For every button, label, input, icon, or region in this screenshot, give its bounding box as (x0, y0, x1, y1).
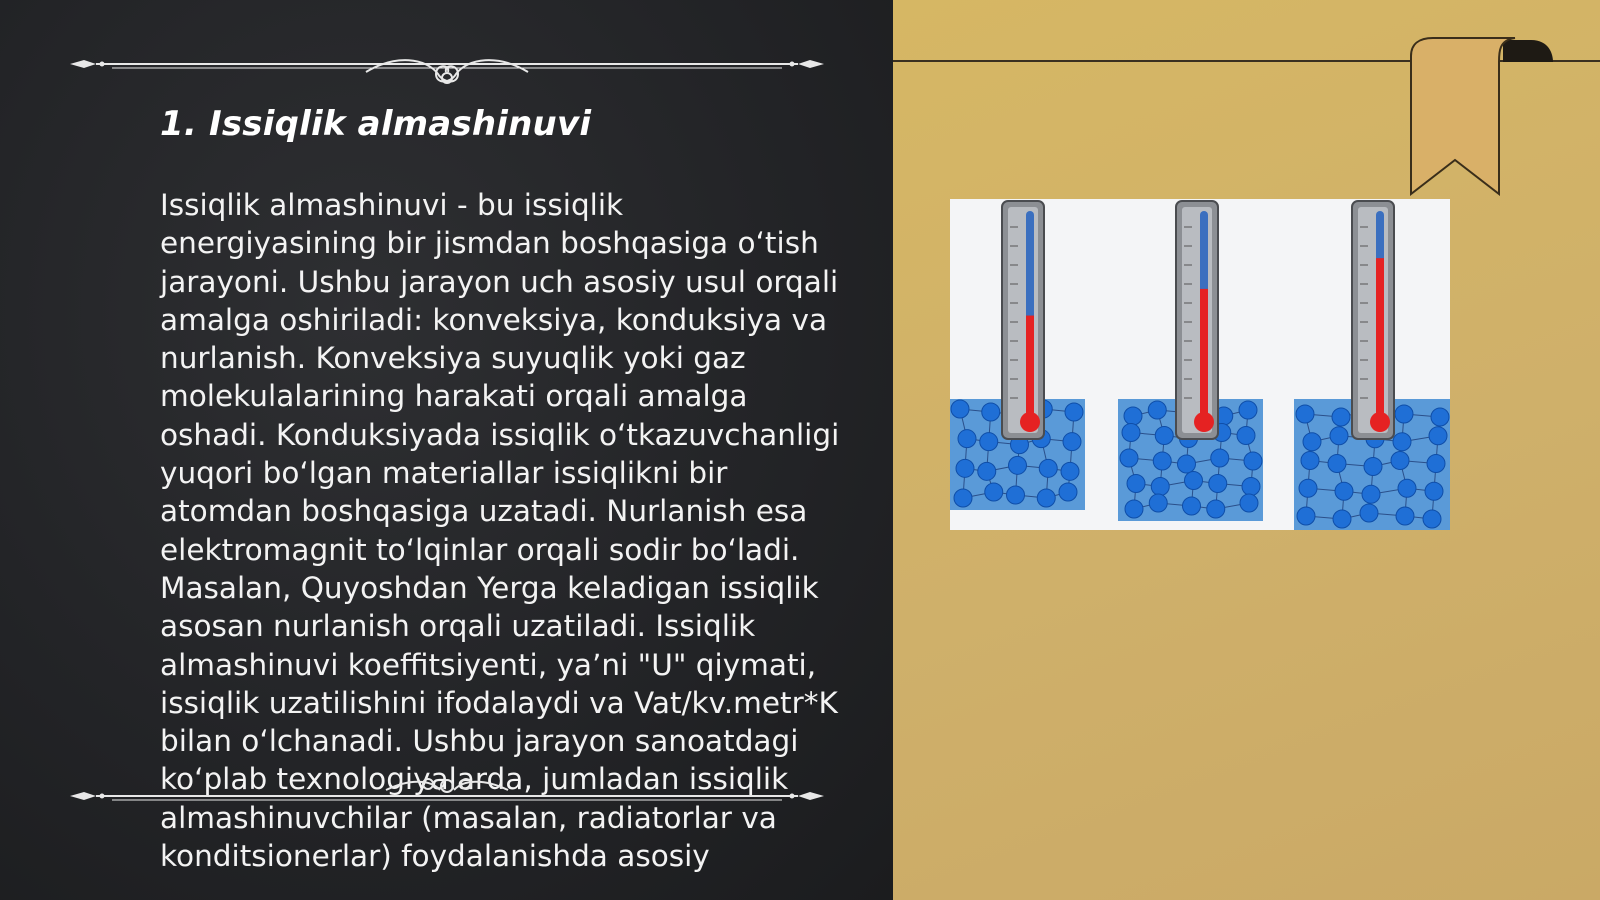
molecule-dot (1244, 452, 1262, 470)
molecule-dot (1007, 486, 1025, 504)
top-ornamental-divider (66, 44, 828, 84)
molecule-dot (1063, 433, 1081, 451)
molecule-dot (1178, 455, 1196, 473)
image-panel (893, 0, 1600, 900)
molecule-dot (1423, 510, 1441, 528)
thermometer-bulb (1020, 412, 1040, 432)
molecule-dot (1240, 494, 1258, 512)
slide-body-text: Issiqlik almashinuvi - bu issiqlik energiyasining bir jismdan boshqasiga o‘tish jarayoni. Ushbu jarayon uch asosiy usul orqali amalga oshiriladi: konveksiya, konduksiya va nurlanish. Konveksiya suyuqlik yoki gaz molekulalarining harakati orqali amalga oshadi. Konduksiyada issiqlik o‘tkazuvchanligi yuqori bo‘lgan materiallar issiqlikni bir atomdan boshqasiga uzatadi. Nurlanish esa elektromagnit to‘lqinlar orqali sodir bo‘ladi. Masalan, Quyoshdan Yerga keladigan issiqlik asosan nurlanish orqali uzatiladi. Issiqlik almashinuvi koeffitsiyenti, ya’ni "U" qiymati, issiqlik uzatilishini ifodalaydi va Vat/kv.metr*K bilan o‘lchanadi. Ushbu jarayon sanoatdagi ko‘plab texnologiyalarda, jumladan issiqlik almashinuvchilar (masalan, radiatorlar va konditsionerlar) foydalanishda asosiy (160, 188, 840, 874)
molecule-dot (1183, 497, 1201, 515)
molecule-dot (1330, 427, 1348, 445)
molecule-dot (1153, 452, 1171, 470)
molecule-dot (1148, 401, 1166, 419)
molecule-dot (954, 489, 972, 507)
bookmark-ribbon-icon (1403, 36, 1563, 196)
molecule-dot (1039, 459, 1057, 477)
mercury-column (1026, 316, 1034, 416)
molecule-dot (985, 483, 1003, 501)
molecule-dot (1427, 455, 1445, 473)
molecule-dot (1242, 478, 1260, 496)
molecule-dot (1362, 485, 1380, 503)
molecule-dot (1425, 482, 1443, 500)
molecule-dot (1303, 433, 1321, 451)
molecule-dot (1124, 407, 1142, 425)
molecule-dot (958, 430, 976, 448)
molecule-dot (1209, 475, 1227, 493)
molecule-dot (1127, 475, 1145, 493)
molecule-dot (1125, 500, 1143, 518)
mercury-column (1200, 289, 1208, 416)
molecule-dot (1431, 408, 1449, 426)
molecule-dot (1120, 449, 1138, 467)
molecule-dot (1207, 500, 1225, 518)
molecule-dot (1122, 424, 1140, 442)
molecule-dot (1211, 449, 1229, 467)
molecule-dot (1398, 479, 1416, 497)
molecule-dot (1296, 405, 1314, 423)
thermometers-illustration (950, 199, 1450, 530)
molecule-dot (1393, 433, 1411, 451)
molecule-dot (1149, 494, 1167, 512)
molecule-dot (1395, 405, 1413, 423)
molecule-dot (1364, 458, 1382, 476)
molecule-dot (1360, 504, 1378, 522)
molecule-dot (1009, 456, 1027, 474)
molecule-dot (1391, 452, 1409, 470)
molecule-dot (1301, 452, 1319, 470)
molecule-dot (1185, 472, 1203, 490)
molecule-dot (1297, 507, 1315, 525)
molecule-dot (1396, 507, 1414, 525)
thermometer-bulb (1194, 412, 1214, 432)
molecule-dot (1065, 403, 1083, 421)
molecule-dot (1155, 427, 1173, 445)
molecule-dot (978, 462, 996, 480)
slide-title: 1. Issiqlik almashinuvi (160, 104, 592, 144)
molecule-dot (1239, 401, 1257, 419)
molecule-dot (1332, 408, 1350, 426)
molecule-dot (1061, 462, 1079, 480)
molecule-dot (1151, 478, 1169, 496)
molecule-dot (982, 403, 1000, 421)
bottom-ornamental-divider (66, 776, 828, 816)
mercury-column (1376, 258, 1384, 416)
molecule-dot (1333, 510, 1351, 528)
molecule-dot (1037, 489, 1055, 507)
molecule-dot (951, 400, 969, 418)
molecule-dot (956, 459, 974, 477)
thermometer-bulb (1370, 412, 1390, 432)
molecule-dot (1237, 427, 1255, 445)
molecule-dot (1059, 483, 1077, 501)
molecule-dot (1429, 427, 1447, 445)
molecule-dot (1328, 455, 1346, 473)
molecule-dot (1299, 479, 1317, 497)
molecule-dot (980, 433, 998, 451)
molecule-dot (1335, 482, 1353, 500)
